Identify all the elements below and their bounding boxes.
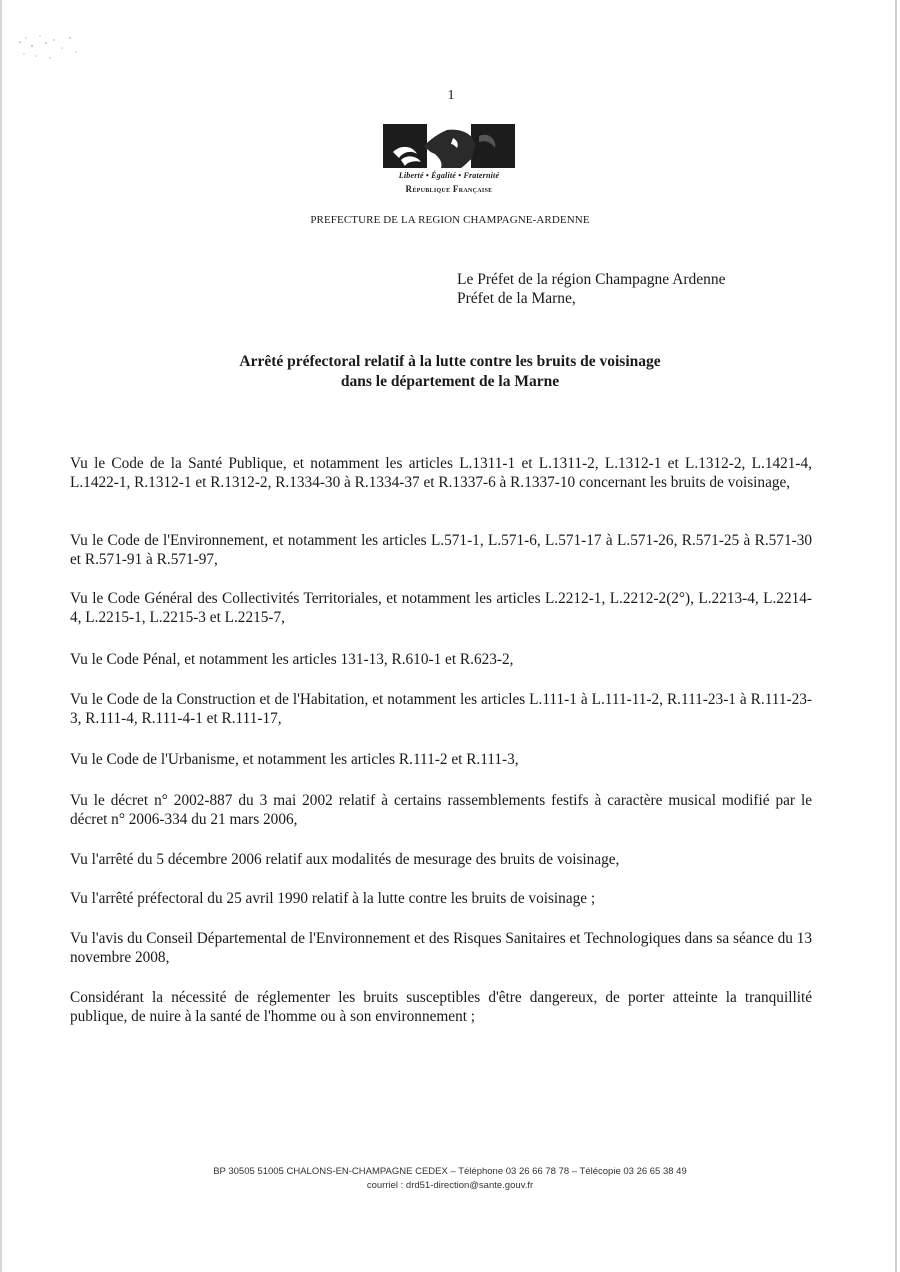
recital-penal-code: Vu le Code Pénal, et notamment les articles 131-13, R.610-1 et R.623-2, bbox=[70, 650, 514, 668]
footer-address: BP 30505 51005 CHALONS-EN-CHAMPAGNE CEDEX – Téléphone 03 26 66 78 78 – Télécopie 03 26 65 38 49 bbox=[213, 1166, 687, 1177]
republic-motto: Liberté • Égalité • Fraternité bbox=[398, 171, 500, 180]
footer bbox=[150, 1165, 750, 1193]
recital-public-health-code: Vu le Code de la Santé Publique, et notamment les articles L.1311-1 et L.1311-2, L.1312-1 et L.1312-2, L.1421-4, L.1422-1, R.1312-1 et R.1312-2, R.1334-30 à R.1334-37 et R.1337-6 à R.1337-10 concernant les bruits de voisinage, bbox=[70, 455, 812, 492]
recital-order-2006: Vu l'arrêté du 5 décembre 2006 relatif aux modalités de mesurage des bruits de voisinage, bbox=[70, 850, 620, 868]
page-edge-right bbox=[895, 0, 897, 1272]
recital-local-authorities-code: Vu le Code Général des Collectivités Territoriales, et notamment les articles L.2212-1, L.2212-2(2°), L.2213-4, L.2214-4, L.2215-1, L.2215-3 et L.2215-7, bbox=[70, 590, 812, 627]
decree-title-line-2: dans le département de la Marne bbox=[340, 373, 560, 390]
page-edge-left bbox=[0, 0, 2, 1272]
recital-urban-planning-code: Vu le Code de l'Urbanisme, et notamment les articles R.111-2 et R.111-3, bbox=[70, 750, 519, 768]
page-number: 1 bbox=[447, 88, 455, 103]
scan-speck-mark bbox=[12, 28, 92, 68]
republic-name: République Française bbox=[405, 184, 493, 194]
footer-email: courriel : drd51-direction@sante.gouv.fr bbox=[366, 1180, 534, 1191]
recital-construction-code: Vu le Code de la Construction et de l'Habitation, et notamment les articles L.111-1 à L.111-11-2, R.111-23-1 à R.111-23-3, R.111-4, R.111-4-1 et R.111-17, bbox=[70, 691, 812, 728]
decree-title bbox=[150, 352, 750, 392]
recital-prefectoral-order-1990: Vu l'arrêté préfectoral du 25 avril 1990 relatif à la lutte contre les bruits de voisinage ; bbox=[70, 889, 596, 907]
decree-title-line-1: Arrêté préfectoral relatif à la lutte contre les bruits de voisinage bbox=[239, 353, 661, 370]
signatory-line-1: Le Préfet de la région Champagne Ardenne bbox=[457, 271, 726, 288]
recital-environment-code: Vu le Code de l'Environnement, et notamment les articles L.571-1, L.571-6, L.571-17 à L.571-26, R.571-25 à R.571-30 et R.571-91 à R.571-97, bbox=[70, 531, 812, 568]
recitals bbox=[70, 454, 812, 1026]
recital-decree-2002-887: Vu le décret n° 2002-887 du 3 mai 2002 relatif à certains rassemblements festifs à caractère musical modifié par le décret n° 2006-334 du 21 mars 2006, bbox=[70, 791, 812, 829]
marianne-emblem bbox=[383, 124, 515, 170]
signatory-line-2: Préfet de la Marne, bbox=[457, 290, 576, 307]
recital-considering: Considérant la nécessité de réglementer les bruits susceptibles d'être dangereux, de porter atteinte la tranquillité publique, de nuire à la santé de l'homme ou à son environnement ; bbox=[70, 988, 812, 1026]
prefecture-name: PREFECTURE DE LA REGION CHAMPAGNE-ARDENNE bbox=[310, 214, 590, 226]
signatory-block bbox=[457, 270, 857, 308]
republic-logo bbox=[383, 124, 515, 198]
recital-council-opinion: Vu l'avis du Conseil Départemental de l'Environnement et des Risques Sanitaires et Technologiques dans sa séance du 13 novembre 2008, bbox=[70, 930, 812, 967]
